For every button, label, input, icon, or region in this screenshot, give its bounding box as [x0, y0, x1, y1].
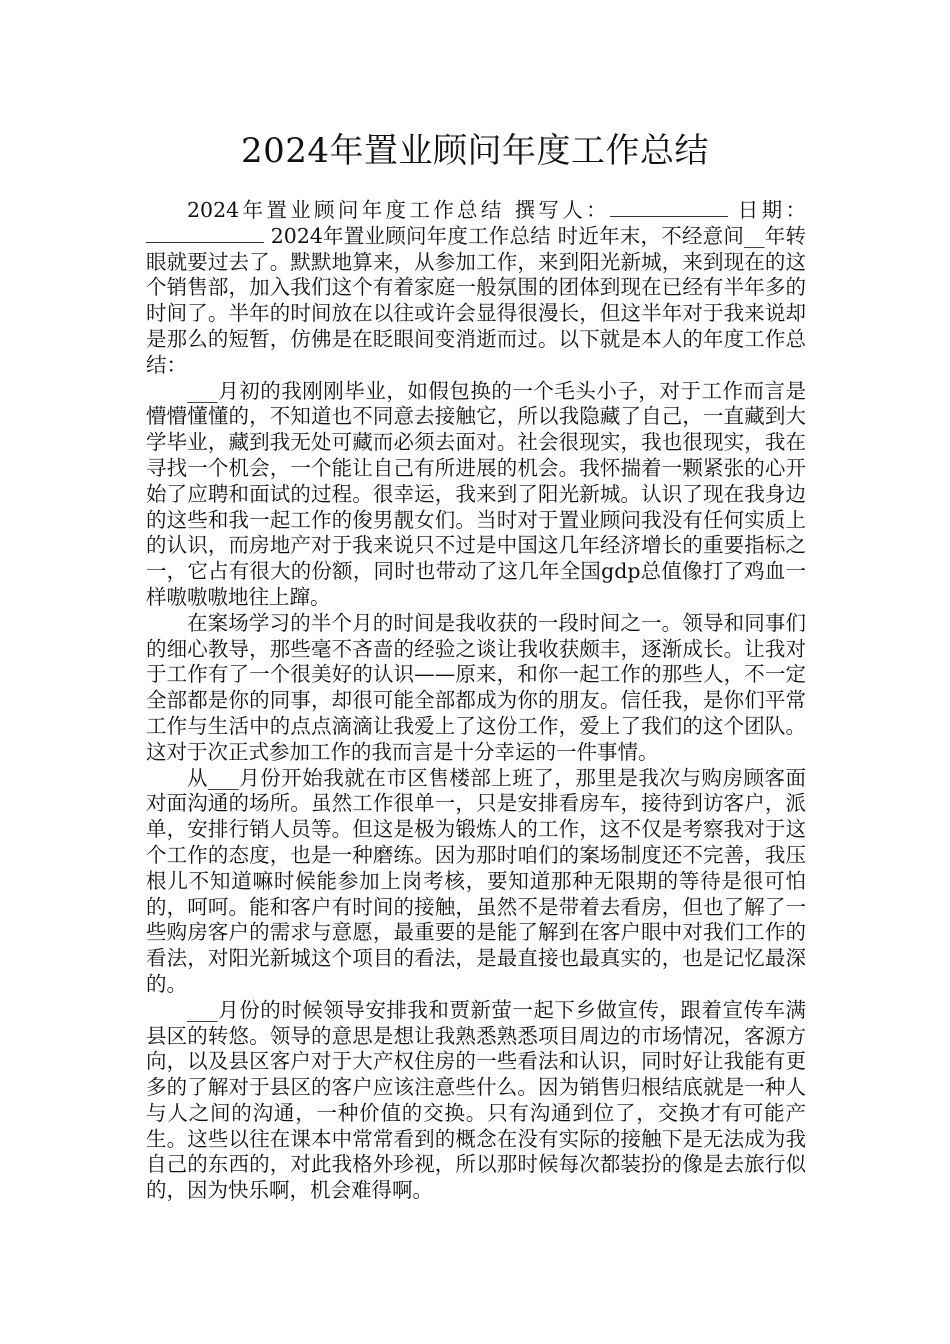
- body-paragraph: ___月初的我刚刚毕业，如假包换的一个毛头小子，对于工作而言是懵懵懂懂的，不知道也不同意去接触它，所以我隐藏了自己，一直藏到大学毕业，藏到我无处可藏而必须去面对。社会很现实，我也很现实，我在寻找一个机会，一个能让自己有所进展的机会。我怀揣着一颗紧张的心开始了应聘和面试的过程。很幸运，我来到了阳光新城。认识了现在我身边的这些和我一起工作的俊男靓女们。当时对于置业顾问我没有任何实质上的认识，而房地产对于我来说只不过是中国这几年经济增长的重要指标之一，它占有很大的份额，同时也带动了这几年全国gdp总值像打了鸡血一样嗷嗷嗷地往上蹿。: [146, 378, 806, 609]
- body-paragraph: 从___月份开始我就在市区售楼部上班了，那里是我次与购房顾客面对面沟通的场所。虽然工作很单一，只是安排看房车，接待到访客户，派单，安排行销人员等。但这是极为锻炼人的工作，这不仅是考察我对于这个工作的态度，也是一种磨练。因为那时咱们的案场制度还不完善，我压根儿不知道嘛时候能参加上岗考核，要知道那种无限期的等待是很可怕的，呵呵。能和客户有时间的接触，虽然不是带着去看房，但也了解了一些购房客户的需求与意愿，最重要的是能了解到在客户眼中对我们工作的看法，对阳光新城这个项目的看法，是最直接也最真实的，也是记忆最深的。: [146, 765, 806, 996]
- date-blank-field: [146, 224, 264, 243]
- intro-text-summary: 2024年置业顾问年度工作总结 时近年末，不经意间__年转眼就要过去了。默默地算来，从参加工作，来到阳光新城，来到现在的这个销售部，加入我们这个有着家庭一般氛围的团体到现在已经有半年多的时间了。半年的时间放在以往或许会显得很漫长，但这半年对于我来说却是那么的短暂，仿佛是在眨眼间变消逝而过。以下就是本人的年度工作总结：: [146, 223, 806, 377]
- document-title: 2024年置业顾问年度工作总结: [240, 131, 710, 171]
- intro-text-author: 2024年置业顾问年度工作总结 撰写人：: [187, 198, 610, 222]
- intro-paragraph: [146, 198, 806, 379]
- intro-text-date: 日期：: [727, 198, 806, 222]
- body-paragraph: 在案场学习的半个月的时间是我收获的一段时间之一。领导和同事们的细心教导，那些毫不吝啬的经验之谈让我收获颇丰，逐渐成长。让我对于工作有了一个很美好的认识——原来，和你一起工作的那些人，不一定全部都是你的同事，却很可能全部都成为你的朋友。信任我，是你们平常工作与生活中的点点滴滴让我爱上了这份工作，爱上了我们的这个团队。这对于次正式参加工作的我而言是十分幸运的一件事情。: [146, 610, 806, 764]
- document-body: [146, 198, 806, 1204]
- author-blank-field: [610, 198, 728, 217]
- body-paragraph: ___月份的时候领导安排我和贾新萤一起下乡做宣传，跟着宣传车满县区的转悠。领导的意思是想让我熟悉熟悉项目周边的市场情况，客源方向，以及县区客户对于大产权住房的一些看法和认识，同时好让我能有更多的了解对于县区的客户应该注意些什么。因为销售归根结底就是一种人与人之间的沟通，一种价值的交换。只有沟通到位了，交换才有可能产生。这些以往在课本中常常看到的概念在没有实际的接触下是无法成为我自己的东西的，对此我格外珍视，所以那时候每次都装扮的像是去旅行似的，因为快乐啊，机会难得啊。: [146, 997, 806, 1203]
